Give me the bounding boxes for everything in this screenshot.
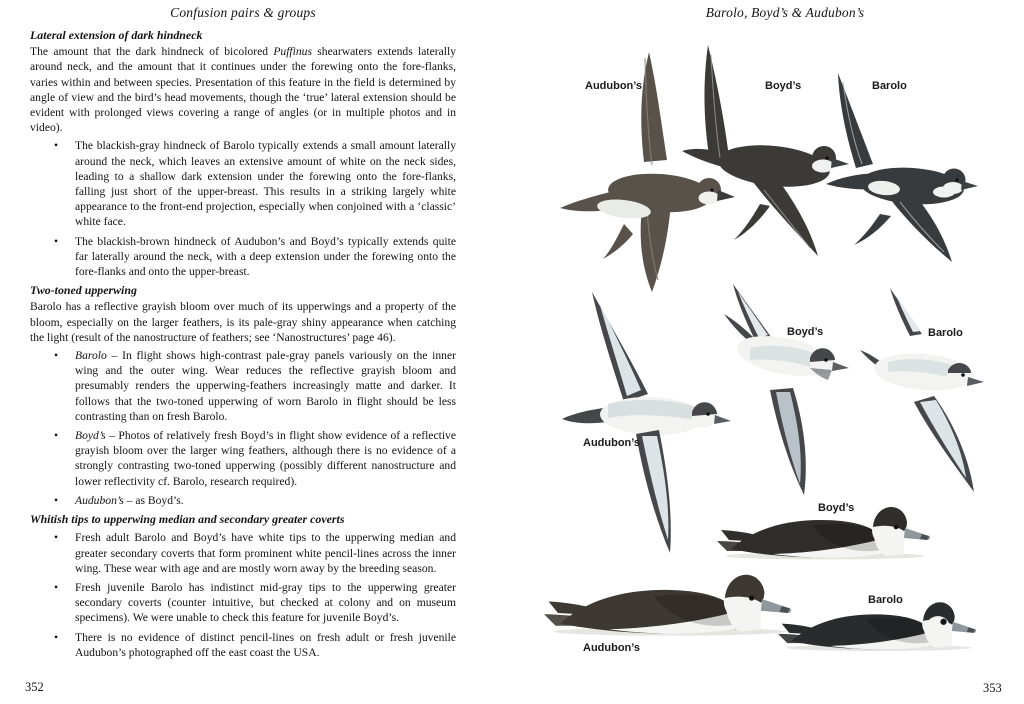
label-mid-barolo: Barolo [928,327,963,339]
bird-barolo-dorsal-flying [826,73,978,262]
section1-bullet-list [30,138,456,279]
bird-audubons-ventral-flying [562,292,731,553]
section1-intro-pre: The amount that the dark hindneck of bicolored [30,45,274,59]
bullet-fresh-adult-pencil-lines: • Fresh adult Barolo and Boyd’s have white tips to the upperwing median and greater secondary coverts that form prominent white pencil-lines across the inner wing. These wear with age and are mostly worn away by the breeding season. [30,530,456,576]
section3-bullet-list [30,530,456,660]
shearwater-plate-artwork [512,0,1024,704]
section-heading-two-toned-upperwing: Two-toned upperwing [30,283,137,298]
bullet-audubons-boyds-hindneck: • The blackish-brown hindneck of Audubon’s and Boyd’s typically extends quite far laterally around the neck, with a deep extension under the forewing onto the fore-flanks and onto the upper-breast. [30,234,456,280]
label-swim-audubons: Audubon’s [583,642,641,654]
section2-intro-paragraph: Barolo has a reflective grayish bloom over much of its upperwings and a property of the bloom, especially on the larger feathers, is its pale-gray shiny appearance when catching the light (result of the nanostructure of feathers; see ‘Nanostructures’ page 46). [30,300,456,344]
bird-boyds-dorsal-flying [682,45,849,256]
illustration-plate [512,0,1024,704]
bullet-fresh-juvenile-barolo: • Fresh juvenile Barolo has indistinct mid-gray tips to the upperwing greater secondary coverts (counter intuitive, but checked at colony and on museum specimens). We were unable to check this feature for juvenile Boyd’s. [30,580,456,626]
label-top-boyds: Boyd’s [765,80,802,92]
bird-boyds-ventral-flying [724,284,849,495]
section-heading-lateral-extension: Lateral extension of dark hindneck [30,28,203,42]
left-page-number: 352 [25,680,44,694]
bullet-audubons-upperwing: • Audubon’s – as Boyd’s. [30,493,456,508]
left-text-column [30,25,456,664]
bullet-barolo-upperwing: • Barolo – In flight shows high-contrast pale-gray panels variously on the inner wing and the outer wing. Wear reduces the reflective grayish bloom and presumably renders the upperwing-feathers increasingly matte and darker. It follows that the two-toned upperwing of worn Barolo in flight should be less contrasting than on fresh Barolo. [30,348,456,424]
label-mid-boyds: Boyd’s [787,326,824,338]
bullet-barolo-hindneck: • The blackish-gray hindneck of Barolo typically extends a small amount laterally around the neck, which leaves an extensive amount of white on the neck sides, leading to a shallow dark extension under the forewing onto the fore-flanks, falling just short of the upper-breast. This results in a striking largely white appearance to the front-end projection, especially when conjoined with a ‘classic’ white face. [30,138,456,229]
label-mid-audubons: Audubon’s [583,437,641,449]
right-running-head: Barolo, Boyd’s & Audubon’s [705,5,865,20]
bullet-boyds-upperwing: • Boyd’s – Photos of relatively fresh Boyd’s in flight show evidence of a reflective grayish bloom over the larger wing feathers, although there is no evidence of a strongly contrasting two-toned upperwing (possibly different nanostructure and lower reflectivity cf. Barolo, research required). [30,428,456,489]
right-page-number: 353 [983,681,1002,695]
section-heading-whitish-tips: Whitish tips to upperwing median and secondary greater coverts [30,512,345,527]
left-running-head: Confusion pairs & groups [170,5,316,20]
bullet-no-pencil-lines-audubons: • There is no evidence of distinct pencil-lines on fresh adult or fresh juvenile Audubon’s photographed off the east coast the USA. [30,630,456,660]
bird-boyds-swimming [717,507,930,560]
label-swim-barolo: Barolo [868,594,903,606]
section2-bullet-list [30,348,456,508]
bird-barolo-ventral-flying [860,288,984,492]
label-top-barolo: Barolo [872,80,907,92]
bird-audubons-swimming [544,575,791,636]
section1-intro-post: shearwaters extends laterally around neck, and the amount that it continues under the forewing onto the fore-flanks, varies within and between species. Presentation of this feature in the field is determined by angle of view and the bird’s head movements, though the ‘true’ lateral extension should be evident with prolonged views covering a range of angles (or in multiple photos and in video). [30,45,457,135]
section1-intro-paragraph [30,44,456,135]
label-top-audubons: Audubon’s [585,80,643,92]
section1-intro-species: Puffinus [273,45,312,59]
bird-barolo-swimming [778,602,976,651]
label-swim-boyds: Boyd’s [818,502,855,514]
